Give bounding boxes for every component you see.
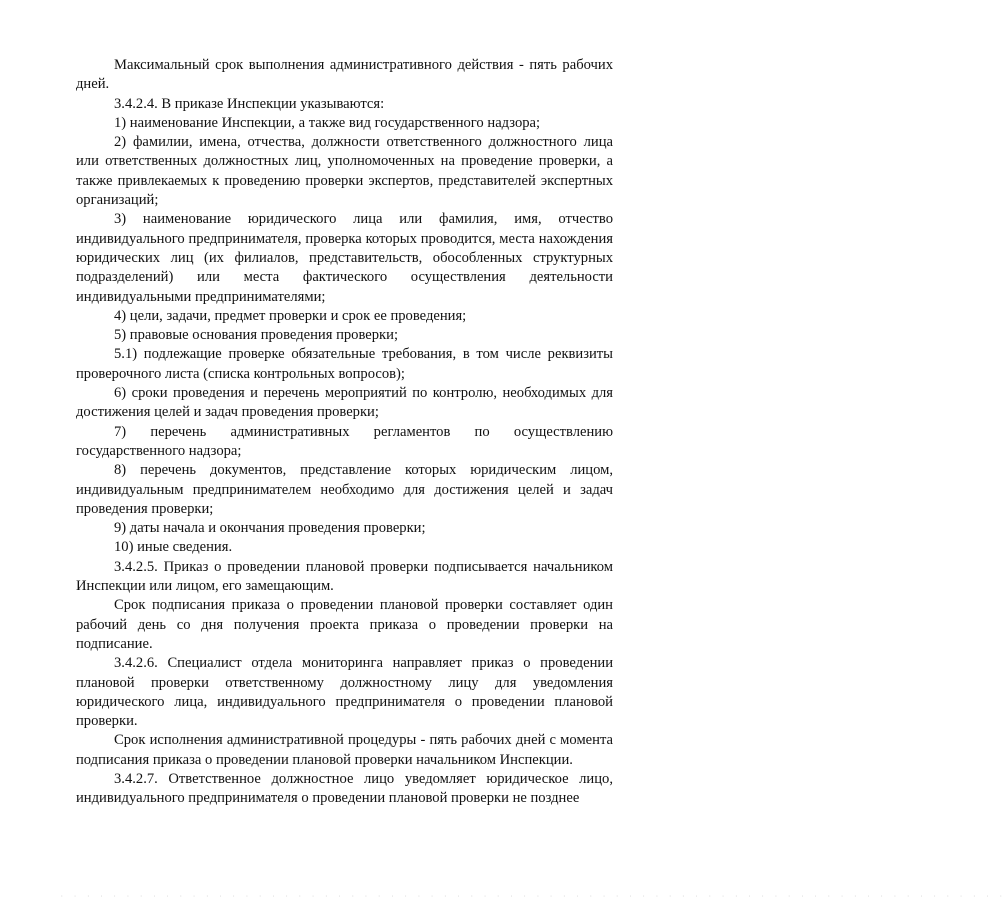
list-item-3: 3) наименование юридического лица или фамилия, имя, отчество индивидуального предпринимателя, проверка которых проводится, места нахождения юридических лиц (их филиалов, представительств, обособленных структурных подразделений) или места фактического осуществления деятельности индивидуальными предпринимателями; xyxy=(76,211,613,305)
list-item-9: 9) даты начала и окончания проведения проверки; xyxy=(114,520,426,537)
list-item-10: 10) иные сведения. xyxy=(114,539,233,556)
list-item-6: 6) сроки проведения и перечень мероприятий по контролю, необходимых для достижения целей и задач проведения проверки; xyxy=(76,385,613,421)
paragraph-3-4-2-7: 3.4.2.7. Ответственное должностное лицо уведомляет юридическое лицо, индивидуального предпринимателя о проведении плановой проверки не позднее xyxy=(76,770,613,807)
list-item-5: 5) правовые основания проведения проверки; xyxy=(114,327,399,344)
list-item-8: 8) перечень документов, представление которых юридическим лицом, индивидуальным предпринимателем необходимо для достижения целей и задач проведения проверки; xyxy=(76,462,613,517)
document-page xyxy=(76,56,613,809)
list-item-5-1: 5.1) подлежащие проверке обязательные требования, в том числе реквизиты проверочного листа (списка контрольных вопросов); xyxy=(76,346,613,382)
paragraph-3-4-2-6: 3.4.2.6. Специалист отдела мониторинга направляет приказ о проведении плановой проверки ответственному должностному лицу для уведомления юридического лица, индивидуального предпринимателя о проведении плановой проверки. xyxy=(76,655,613,730)
list-item-4: 4) цели, задачи, предмет проверки и срок ее проведения; xyxy=(114,307,467,324)
paragraph-signing-term: Срок подписания приказа о проведении плановой проверки составляет один рабочий день со дня получения проекта приказа о проведении проверки на подписание. xyxy=(76,597,613,652)
list-item-2: 2) фамилии, имена, отчества, должности ответственного должностного лица или ответственных должностных лиц, уполномоченных на проведение проверки, а также привлекаемых к проведению проверки экспертов, представителей экспертных организаций; xyxy=(76,134,613,209)
paragraph-3-4-2-4: 3.4.2.4. В приказе Инспекции указываются: xyxy=(114,95,385,112)
paragraph-max-term: Максимальный срок выполнения административного действия - пять рабочих дней. xyxy=(76,57,613,93)
paragraph-procedure-term: Срок исполнения административной процедуры - пять рабочих дней с момента подписания приказа о проведении плановой проверки начальником Инспекции. xyxy=(76,732,613,768)
scan-edge-dots: · · · · · · · · · · · · · · · · · · · · · · · · · · · · · · · · · · · · · · · · · · · · · · · · · · · · · · · · · · · · · · · · · · · · · · · · xyxy=(60,893,1006,900)
paragraph-3-4-2-5: 3.4.2.5. Приказ о проведении плановой проверки подписывается начальником Инспекции или лицом, его замещающим. xyxy=(76,558,613,595)
list-item-7: 7) перечень административных регламентов по осуществлению государственного надзора; xyxy=(76,423,613,459)
list-item-1: 1) наименование Инспекции, а также вид государственного надзора; xyxy=(114,114,541,131)
